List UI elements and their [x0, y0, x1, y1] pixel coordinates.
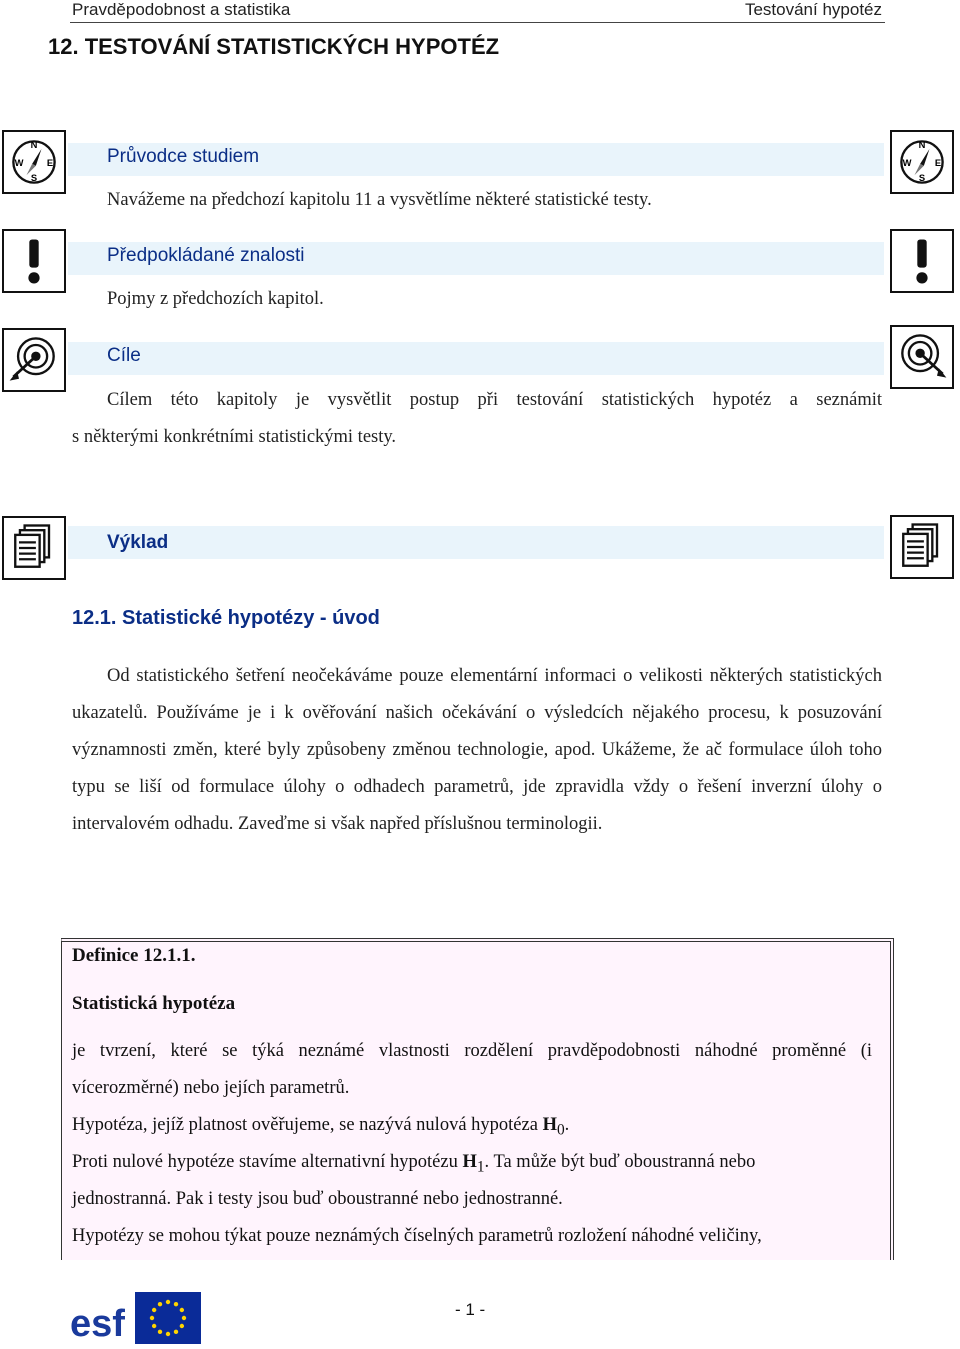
target-icon — [890, 325, 954, 389]
svg-text:S: S — [30, 172, 38, 183]
h1-subscript: 1 — [476, 1158, 485, 1176]
goals-label: Cíle — [107, 345, 141, 366]
header-right: Testování hypotéz — [744, 0, 882, 19]
eu-star — [180, 1308, 184, 1312]
h0-symbol: H — [542, 1115, 557, 1135]
eu-star — [166, 1300, 170, 1304]
svg-text:W: W — [14, 157, 24, 168]
documents-icon — [890, 515, 954, 579]
definition-number: Definice 12.1.1. — [72, 945, 196, 966]
eu-star — [174, 1330, 178, 1334]
header-left: Pravděpodobnost a statistika — [72, 0, 291, 19]
compass-icon — [2, 130, 66, 194]
knowledge-text: Pojmy z předchozích kapitol. — [107, 289, 324, 309]
lecture-bar — [68, 526, 884, 559]
definition-line2: vícerozměrné) nebo jejích parametrů. — [72, 1078, 350, 1098]
esf-logo — [68, 1292, 130, 1344]
eu-star — [158, 1330, 162, 1334]
compass-icon — [890, 130, 954, 194]
definition-line6: Hypotézy se mohou týkat pouze neznámých číselných parametrů rozložení náhodné veličiny, — [72, 1226, 762, 1246]
eu-star — [180, 1324, 184, 1328]
chapter-title: 12. TESTOVÁNÍ STATISTICKÝCH HYPOTÉZ — [48, 34, 500, 59]
eu-star — [174, 1302, 178, 1306]
definition-line5: jednostranná. Pak i testy jsou buď oboustranné nebo jednostranné. — [72, 1189, 563, 1209]
definition-line4-end: . Ta může být buď oboustranná nebo — [484, 1152, 756, 1172]
goals-text-line2: s některými konkrétními statistickými testy. — [72, 427, 397, 447]
definition-line3-end: . — [564, 1115, 570, 1135]
target-icon — [2, 328, 66, 392]
definition-line4-text: Proti nulové hypotéze stavíme alternativní hypotézu — [72, 1152, 463, 1172]
definition-box — [61, 938, 894, 1260]
definition-line4 — [72, 1152, 755, 1177]
svg-text:N: N — [30, 139, 38, 150]
svg-text:E: E — [934, 157, 942, 168]
body-paragraph-text: Od statistického šetření neočekáváme pouze elementární informaci o velikosti některých statistických ukazatelů. Používáme je i k ověřování našich očekávání o výsledcích nějakého procesu, k posuzování významnosti změn, které byly způsobeny změnou technologie, apod. Ukážeme, že ač formulace úloh toho typu se liší od formulace úlohy o odhadech parametrů, jde zpravidla vždy o řešení inverzní úlohy o intervalovém odhadu. Zaveďme si však napřed příslušnou terminologii. — [72, 666, 882, 834]
eu-star — [158, 1302, 162, 1306]
svg-text:W: W — [902, 157, 912, 168]
definition-line3-text: Hypotéza, jejíž platnost ověřujeme, se nazývá nulová hypotéza — [72, 1115, 543, 1135]
svg-text:N: N — [918, 139, 926, 150]
header-rule — [70, 22, 885, 23]
body-paragraph — [72, 658, 882, 843]
section-title: 12.1. Statistické hypotézy - úvod — [72, 607, 380, 629]
exclamation-icon — [2, 229, 66, 293]
eu-star — [182, 1316, 186, 1320]
h1-symbol: H — [462, 1152, 477, 1172]
eu-flag-logo — [135, 1292, 201, 1344]
guide-label: Průvodce studiem — [107, 146, 260, 167]
documents-icon — [2, 516, 66, 580]
eu-star — [152, 1308, 156, 1312]
definition-line1: je tvrzení, které se týká neznámé vlastnosti rozdělení pravděpodobnosti náhodné proměnné (i — [72, 1041, 872, 1061]
goals-bar — [68, 342, 884, 375]
esf-logo-text: esf — [70, 1303, 125, 1344]
eu-star — [150, 1316, 154, 1320]
eu-star — [152, 1324, 156, 1328]
exclamation-icon — [890, 229, 954, 293]
goals-text-line1: Cílem této kapitoly je vysvětlit postup při testování statistických hypotéz a seznámit — [107, 390, 882, 410]
svg-text:S: S — [918, 172, 926, 183]
knowledge-label: Předpokládané znalosti — [107, 245, 305, 266]
h0-subscript: 0 — [556, 1121, 565, 1139]
page-number: - 1 - — [455, 1300, 486, 1319]
guide-text: Navážeme na předchozí kapitolu 11 a vysvětlíme některé statistické testy. — [107, 190, 652, 210]
svg-text:E: E — [46, 157, 54, 168]
eu-star — [166, 1332, 170, 1336]
lecture-label: Výklad — [107, 532, 169, 553]
definition-title: Statistická hypotéza — [72, 993, 236, 1014]
definition-line3 — [72, 1115, 569, 1140]
